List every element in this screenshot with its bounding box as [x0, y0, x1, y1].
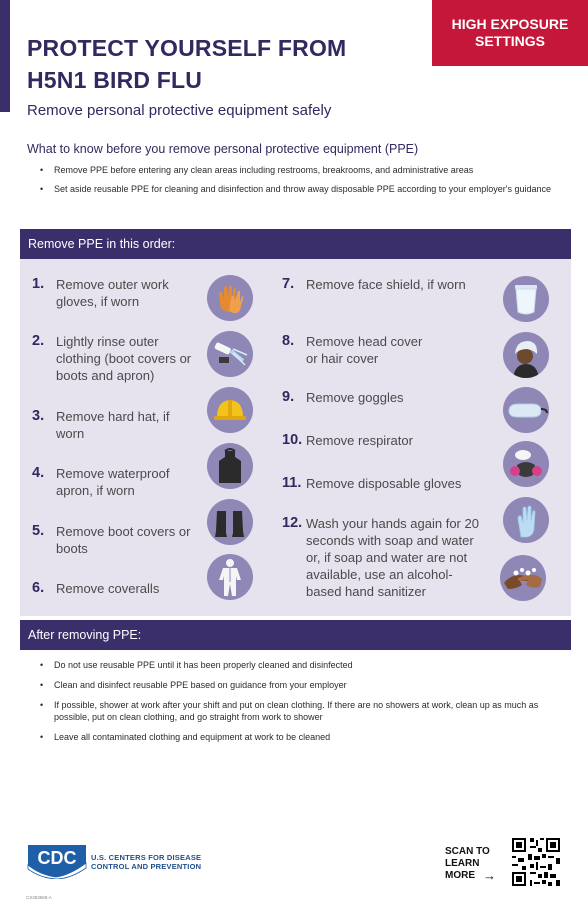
- exposure-badge: HIGH EXPOSURE SETTINGS: [432, 0, 588, 66]
- step-text: Lightly rinse outer clothing (boot covers or boots and apron): [56, 334, 192, 383]
- before-heading: What to know before you remove personal protective equipment (PPE): [27, 142, 419, 156]
- boots-icon: [207, 499, 253, 545]
- step-text: Remove waterproof apron, if worn: [56, 466, 170, 498]
- after-list: [40, 659, 560, 751]
- step-text: Wash your hands again for 20 seconds with soap and water or, if soap and water are not available, use an alcohol-based hand sanitizer: [306, 516, 479, 599]
- step-number: 11.: [282, 475, 302, 491]
- step-number: 8.: [282, 333, 295, 349]
- list-item: • Remove PPE before entering any clean areas including restrooms, breakrooms, and administrative areas: [40, 164, 560, 176]
- step-number: 6.: [32, 580, 45, 596]
- hard-hat-icon: [207, 387, 253, 433]
- cdc-logo-text: CDC: [37, 848, 77, 868]
- qr-code[interactable]: [510, 836, 562, 888]
- step-number: 12.: [282, 515, 303, 531]
- step-number: 4.: [32, 465, 45, 481]
- hair-cover-icon: [503, 332, 549, 378]
- before-list: [40, 164, 560, 202]
- list-item: • Clean and disinfect reusable PPE based on guidance from your employer: [40, 679, 560, 691]
- after-section-header: After removing PPE:: [20, 620, 571, 650]
- step-text: Remove face shield, if worn: [306, 277, 466, 292]
- step-number: 1.: [32, 276, 45, 292]
- step-text: Remove hard hat, if worn: [56, 409, 170, 441]
- coveralls-icon: [207, 554, 253, 600]
- list-item: • Leave all contaminated clothing and equipment at work to be cleaned: [40, 731, 560, 743]
- agency-name: U.S. CENTERS FOR DISEASE CONTROL AND PREVENTION: [91, 853, 202, 871]
- left-accent-bar: [0, 0, 10, 112]
- step-number: 5.: [32, 523, 45, 539]
- step-text: Remove head cover or hair cover: [306, 334, 423, 366]
- scan-prompt: SCAN TO LEARN MORE: [445, 846, 490, 881]
- rinse-hose-icon: [207, 331, 253, 377]
- step-number: 3.: [32, 408, 45, 424]
- work-gloves-icon: [207, 275, 253, 321]
- document-code: CS353668-A: [26, 895, 52, 900]
- face-shield-icon: [503, 276, 549, 322]
- step-number: 2.: [32, 333, 45, 349]
- cdc-logo: [26, 841, 88, 879]
- arrow-right-icon: →: [483, 868, 496, 883]
- step-number: 7.: [282, 276, 295, 292]
- list-item: • If possible, shower at work after your shift and put on clean clothing. If there are no showers at work, clean up as much as possible, put on clean clothing, and go straight from work to shower: [40, 699, 560, 723]
- page-title: PROTECT YOURSELF FROM H5N1 BIRD FLU: [27, 35, 347, 93]
- step-text: Remove disposable gloves: [306, 476, 462, 491]
- step-text: Remove goggles: [306, 390, 404, 405]
- list-item: • Set aside reusable PPE for cleaning and disinfection and throw away disposable PPE according to your employer's guidance: [40, 183, 560, 195]
- hand-washing-icon: [500, 555, 546, 601]
- apron-icon: [207, 443, 253, 489]
- step-number: 9.: [282, 389, 295, 405]
- goggles-icon: [503, 387, 549, 433]
- order-section-header: Remove PPE in this order:: [20, 229, 571, 259]
- list-item: • Do not use reusable PPE until it has been properly cleaned and disinfected: [40, 659, 560, 671]
- step-number: 10.: [282, 432, 303, 448]
- step-text: Remove boot covers or boots: [56, 524, 191, 556]
- step-text: Remove coveralls: [56, 581, 160, 596]
- respirator-icon: [503, 441, 549, 487]
- step-text: Remove respirator: [306, 433, 413, 448]
- page-subtitle: Remove personal protective equipment safely: [27, 102, 332, 119]
- disposable-gloves-icon: [503, 497, 549, 543]
- step-text: Remove outer work gloves, if worn: [56, 277, 169, 309]
